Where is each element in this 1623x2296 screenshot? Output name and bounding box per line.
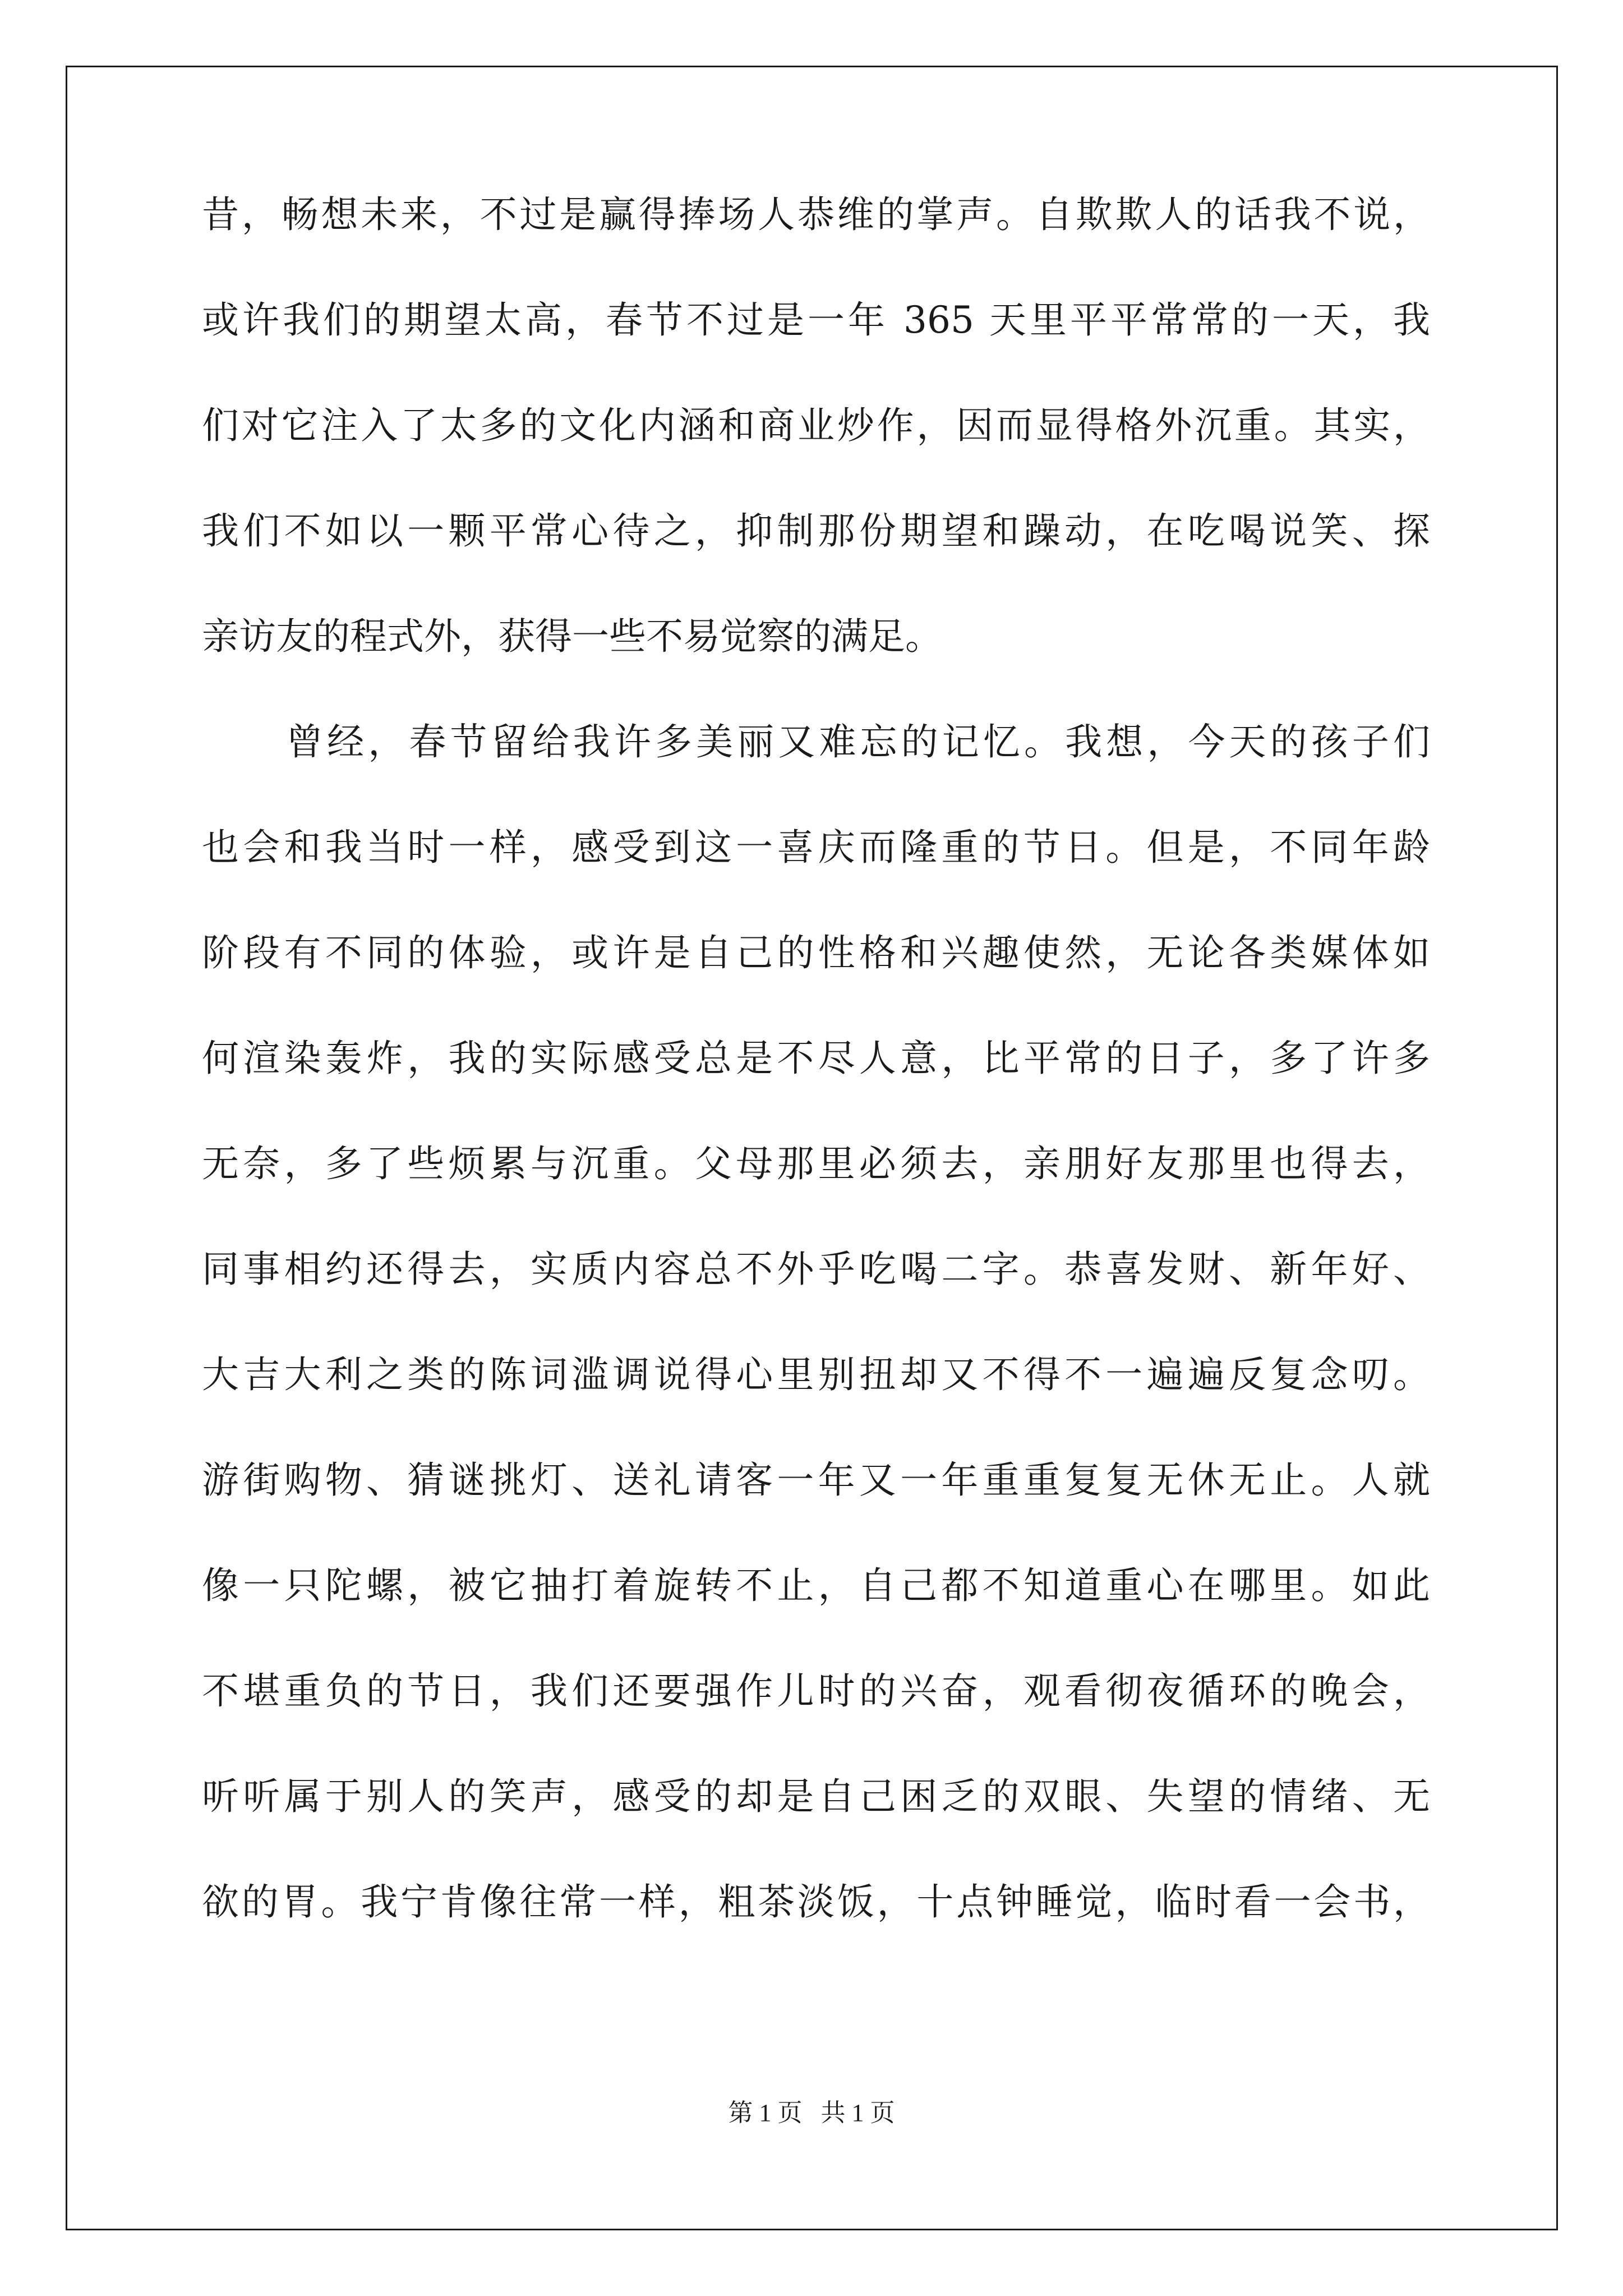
text-line: 大吉大利之类的陈词滥调说得心里别扭却又不得不一遍遍反复念叨。 [202,1353,1430,1396]
text-line: 阶段有不同的体验，或许是自己的性格和兴趣使然，无论各类媒体如 [202,931,1430,974]
paragraph-first-line: 曾经，春节留给我许多美丽又难忘的记忆。我想，今天的孩子们 [286,720,1430,763]
text-line: 游街购物、猜谜挑灯、送礼请客一年又一年重重复复无休无止。人就 [202,1458,1430,1502]
text-line: 听听属于别人的笑声，感受的却是自己困乏的双眼、失望的情绪、无 [202,1775,1430,1818]
text-line: 同事相约还得去，实质内容总不外乎吃喝二字。恭喜发财、新年好、 [202,1248,1430,1291]
text-line: 亲访友的程式外，获得一些不易觉察的满足。 [202,615,942,658]
text-line: 像一只陀螺，被它抽打着旋转不止，自己都不知道重心在哪里。如此 [202,1564,1430,1607]
text-line: 何渲染轰炸，我的实际感受总是不尽人意，比平常的日子，多了许多 [202,1037,1430,1080]
text-line: 我们不如以一颗平常心待之，抑制那份期望和躁动，在吃喝说笑、探 [202,509,1430,553]
text-line: 昔，畅想未来，不过是赢得捧场人恭维的掌声。自欺欺人的话我不说， [202,193,1430,236]
text-line: 们对它注入了太多的文化内涵和商业炒作，因而显得格外沉重。其实， [202,404,1430,447]
page-count: 共 1 页 [820,2099,895,2127]
text-line: 也会和我当时一样，感受到这一喜庆而隆重的节日。但是，不同年龄 [202,826,1430,869]
text-line: 或许我们的期望太高，春节不过是一年 365 天里平平常常的一天，我 [202,298,1430,342]
page-number: 第 1 页 [728,2099,803,2127]
document-body [202,195,1430,1988]
page-footer [0,2092,1623,2128]
text-line: 不堪重负的节日，我们还要强作儿时的兴奋，观看彻夜循环的晚会， [202,1669,1430,1713]
text-line: 无奈，多了些烦累与沉重。父母那里必须去，亲朋好友那里也得去， [202,1142,1430,1185]
text-line: 欲的胃。我宁肯像往常一样，粗茶淡饭，十点钟睡觉，临时看一会书， [202,1880,1430,1924]
